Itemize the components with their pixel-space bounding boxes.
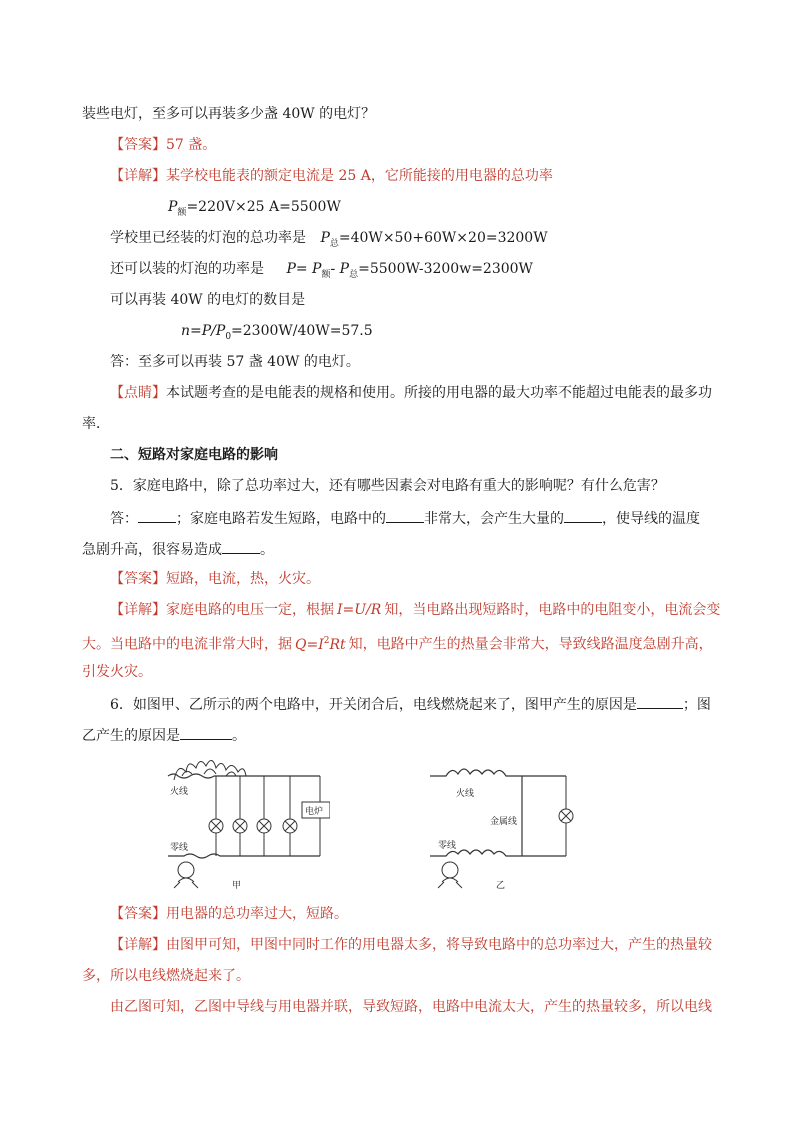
- fill-blank[interactable]: [564, 507, 602, 523]
- q4-step-remaining: [110, 259, 533, 285]
- live-wire-label: 火线: [456, 789, 475, 799]
- live-wire: [430, 769, 566, 776]
- fill-text: 急剧升高，很容易造成: [82, 542, 222, 558]
- comment-tag: 【点睛】: [110, 385, 166, 401]
- q5-fill-line-1: [110, 507, 700, 529]
- comment-text: 本试题考查的是电能表的规格和使用。所接的用电器的最大功率不能超过电能表的最多功: [166, 385, 712, 401]
- q5-detail-3: 引发火灾。: [82, 664, 152, 680]
- fill-blank[interactable]: [222, 538, 260, 554]
- figure-caption: 甲: [232, 881, 242, 891]
- circuit-diagram-a: [164, 754, 330, 896]
- formula-subscript: 总: [329, 238, 339, 249]
- detail-text: 由图甲可知，甲图中同时工作的用电器太多，将导致电路中的总功率过大，产生的热量较: [166, 937, 712, 953]
- q6-question-1: [110, 693, 711, 715]
- formula-subscript: 0: [225, 331, 232, 342]
- formula-body: =2300W/40W=57.5: [231, 323, 373, 339]
- fill-text: ，使导线的温度: [602, 511, 700, 527]
- q4-step-installed: [110, 228, 548, 254]
- question-text: ；图: [682, 697, 711, 713]
- neutral-wire: [168, 854, 320, 858]
- q4-reply: 答：至多可以再装 57 盏 40W 的电灯。: [110, 354, 360, 370]
- formula-subscript: 额: [321, 269, 331, 280]
- q5-answer: [110, 569, 320, 589]
- answer-text: 57 盏。: [166, 137, 217, 153]
- person-icon: [438, 862, 462, 888]
- question-text: 乙产生的原因是: [82, 728, 180, 744]
- answer-tag: 【答案】: [110, 137, 166, 153]
- formula-symbol: P= P: [286, 261, 322, 277]
- q5-fill-line-2: [82, 538, 274, 560]
- q6-answer: [110, 904, 348, 924]
- metal-wire-label: 金属线: [490, 817, 518, 827]
- q6-question-2: [82, 724, 246, 746]
- neutral-wire-label: 零线: [170, 843, 189, 853]
- fill-blank[interactable]: [386, 507, 424, 523]
- question-text: 6．如图甲、乙所示的两个电路中，开关闭合后，电线燃烧起来了，图甲产生的原因是: [110, 697, 637, 713]
- q5-question: 5．家庭电路中，除了总功率过大，还有哪些因素会对电路有重大的影响呢？有什么危害？: [110, 478, 665, 494]
- q4-detail: [110, 166, 553, 186]
- lamp-icon: [233, 819, 247, 833]
- q4-step-count: 可以再装 40W 的电灯的数目是: [110, 292, 306, 308]
- formula-body: =5500W-3200w=2300W: [358, 261, 533, 277]
- q5-detail-1: [110, 600, 720, 620]
- person-icon: [174, 862, 198, 888]
- q4-comment-cont: 率．: [82, 416, 110, 432]
- lamp-icon: [257, 819, 271, 833]
- question-text: 。: [232, 728, 246, 744]
- neutral-wire-label: 零线: [438, 841, 457, 851]
- detail-tag: 【详解】: [110, 168, 166, 184]
- formula-symbol: P: [168, 199, 178, 215]
- detail-text: 知，当电路出现短路时，电路中的电阻变小，电流会变: [384, 602, 721, 618]
- answer-tag: 【答案】: [110, 571, 166, 587]
- section-heading: 二、短路对家庭电路的影响: [110, 447, 278, 463]
- step-text: 学校里已经装的灯泡的总功率是: [110, 230, 306, 246]
- q6-detail-2: 多，所以电线燃烧起来了。: [82, 968, 250, 984]
- electric-stove-label: 电炉: [305, 807, 324, 817]
- detail-tag: 【详解】: [110, 602, 166, 618]
- formula-symbol: n=P/P: [181, 323, 226, 339]
- q4-formula-count: [181, 321, 373, 347]
- figure-caption: 乙: [496, 881, 506, 891]
- fill-text: 非常大，会产生大量的: [424, 511, 564, 527]
- formula-subscript: 额: [177, 207, 187, 218]
- formula: I=U/R: [337, 602, 382, 618]
- fill-blank[interactable]: [637, 693, 683, 709]
- fill-blank[interactable]: [138, 507, 176, 523]
- formula-superscript: 2: [323, 636, 330, 646]
- lamp-icon: [209, 819, 223, 833]
- lamp-icon: [283, 819, 297, 833]
- lamp-icon: [559, 809, 573, 823]
- q4-comment: [110, 383, 712, 403]
- answer-tag: 【答案】: [110, 906, 166, 922]
- q5-detail-2: [82, 631, 713, 655]
- circuit-diagram-b: [426, 754, 586, 896]
- formula-symbol: - P: [330, 261, 350, 277]
- formula-body: =220V×25 A=5500W: [186, 199, 341, 215]
- formula-symbol: P: [320, 230, 330, 246]
- q6-detail-1: [110, 935, 712, 955]
- live-wire-label: 火线: [170, 787, 189, 797]
- answer-text: 用电器的总功率过大，短路。: [166, 906, 348, 922]
- detail-text: 家庭电路的电压一定，根据: [166, 602, 334, 618]
- detail-tag: 【详解】: [110, 937, 166, 953]
- fill-text: ；家庭电路若发生短路，电路中的: [176, 511, 386, 527]
- step-text: 还可以装的灯泡的功率是: [110, 261, 264, 277]
- formula: Q=I: [295, 636, 324, 653]
- fill-text: 答：: [110, 511, 138, 527]
- formula-subscript: 总: [349, 269, 359, 280]
- q4-answer: [110, 135, 216, 155]
- q4-continuation: 装些电灯，至多可以再装多少盏 40W 的电灯？: [82, 106, 376, 122]
- fire-flame-icon: [182, 769, 236, 776]
- detail-text: 知，电路中产生的热量会非常大，导致线路温度急剧升高，: [348, 636, 713, 653]
- q6-detail-3: 由乙图可知，乙图中导线与用电器并联，导致短路，电路中电流太大，产生的热量较多，所以电线: [110, 999, 712, 1015]
- formula: Rt: [329, 636, 346, 653]
- fill-blank[interactable]: [180, 724, 232, 740]
- fire-flame-icon: [174, 760, 246, 780]
- detail-text: 某学校电能表的额定电流是 25 A，它所能接的用电器的总功率: [166, 168, 553, 184]
- fill-text: 。: [260, 542, 274, 558]
- q4-formula-rated-power: [168, 197, 341, 223]
- formula-body: =40W×50+60W×20=3200W: [338, 230, 548, 246]
- answer-text: 短路，电流，热，火灾。: [166, 571, 320, 587]
- detail-text: 大。当电路中的电流非常大时，据: [82, 636, 292, 653]
